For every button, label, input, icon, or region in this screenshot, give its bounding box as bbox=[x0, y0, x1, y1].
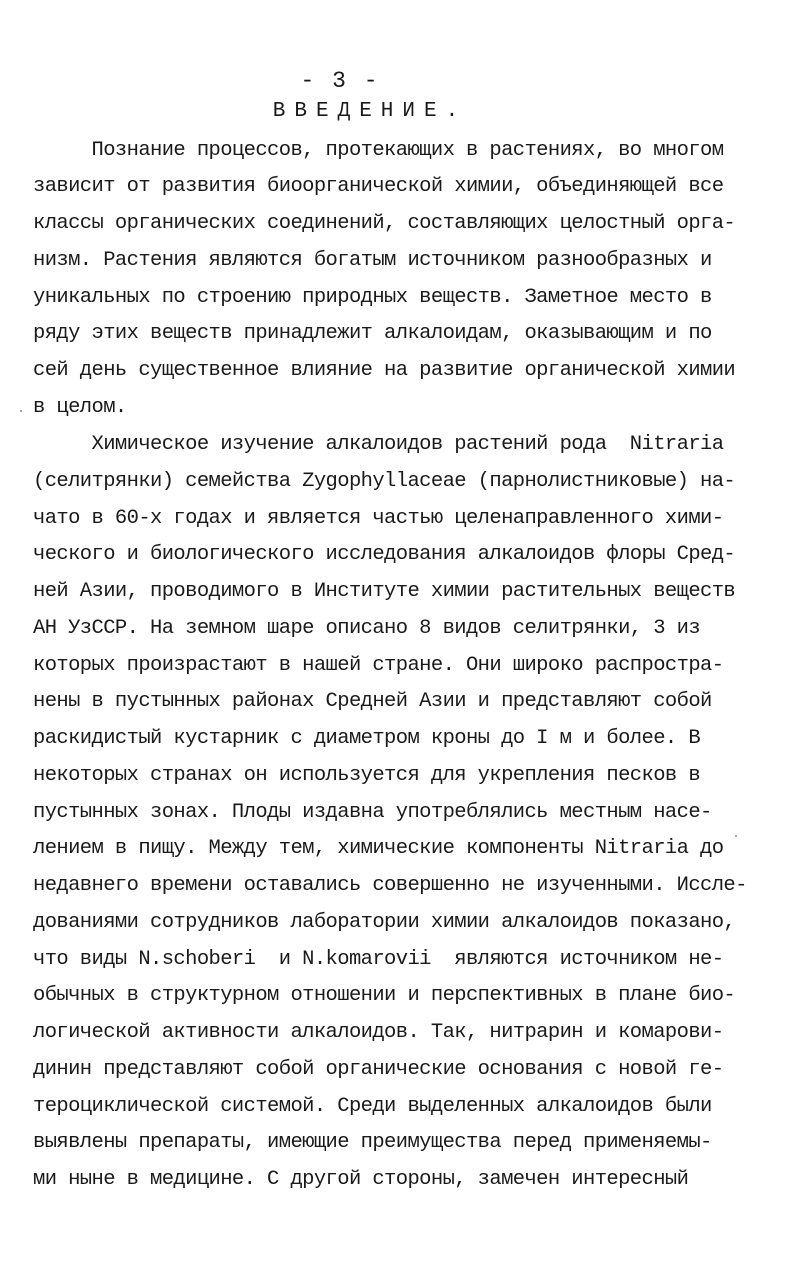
text-line: логической активности алкалоидов. Так, нитрарин и комарови- bbox=[33, 1021, 724, 1044]
text-line: пустынных зонах. Плоды издавна употреблялись местным насе- bbox=[33, 801, 712, 824]
text-line: АН УзССР. На земном шаре описано 8 видов селитрянки, 3 из bbox=[33, 617, 701, 640]
text-line: тероциклической системой. Среди выделенных алкалоидов были bbox=[33, 1095, 712, 1118]
text-line: нены в пустынных районах Средней Азии и представляют собой bbox=[33, 690, 712, 713]
text-line: что виды N.schoberi и N.komarovii являются источником не- bbox=[33, 948, 724, 971]
text-line: обычных в структурном отношении и перспективных в плане био- bbox=[33, 984, 736, 1007]
text-line: сей день существенное влияние на развитие органической химии bbox=[33, 359, 736, 382]
text-line: дованиями сотрудников лаборатории химии алкалоидов показано, bbox=[33, 911, 736, 934]
text-line: лением в пищу. Между тем, химические компоненты Nitraria до bbox=[33, 837, 724, 860]
text-line: уникальных по строению природных веществ. Заметное место в bbox=[33, 286, 712, 309]
text-line: ми ныне в медицине. С другой стороны, замечен интересный bbox=[33, 1168, 689, 1191]
text-line: недавнего времени оставались совершенно не изученными. Иссле- bbox=[33, 874, 747, 897]
text-line: низм. Растения являются богатым источником разнообразных и bbox=[33, 249, 712, 272]
text-line: ческого и биологического исследования алкалоидов флоры Сред- bbox=[33, 543, 736, 566]
text-line: Химическое изучение алкалоидов растений рода Nitraria bbox=[33, 433, 724, 456]
section-heading: ВВЕДЕНИЕ. bbox=[272, 100, 468, 123]
text-line: Познание процессов, протекающих в растениях, во многом bbox=[33, 139, 724, 162]
text-line: выявлены препараты, имеющие преимущества перед применяемы- bbox=[33, 1131, 712, 1154]
scan-speck bbox=[20, 410, 22, 412]
text-line: чато в 60-х годах и является частью целенаправленного хими- bbox=[33, 507, 724, 530]
text-line: ряду этих веществ принадлежит алкалоидам, оказывающим и по bbox=[33, 322, 712, 345]
text-line: раскидистый кустарник с диаметром кроны до I м и более. В bbox=[33, 727, 701, 750]
text-line: в целом. bbox=[33, 396, 127, 419]
text-line: классы органических соединений, составляющих целостный орга- bbox=[33, 212, 736, 235]
text-line: зависит от развития биоорганической химии, объединяющей все bbox=[33, 175, 724, 198]
page-number: - 3 - bbox=[300, 68, 380, 94]
text-line: которых произрастают в нашей стране. Они широко распростра- bbox=[33, 654, 724, 677]
text-line: ней Азии, проводимого в Институте химии растительных веществ bbox=[33, 580, 736, 603]
text-line: (селитрянки) семейства Zygophyllaceae (парнолистниковые) на- bbox=[33, 470, 736, 493]
text-line: динин представляют собой органические основания с новой ге- bbox=[33, 1058, 724, 1081]
scan-speck bbox=[735, 835, 737, 837]
text-line: некоторых странах он используется для укрепления песков в bbox=[33, 764, 701, 787]
